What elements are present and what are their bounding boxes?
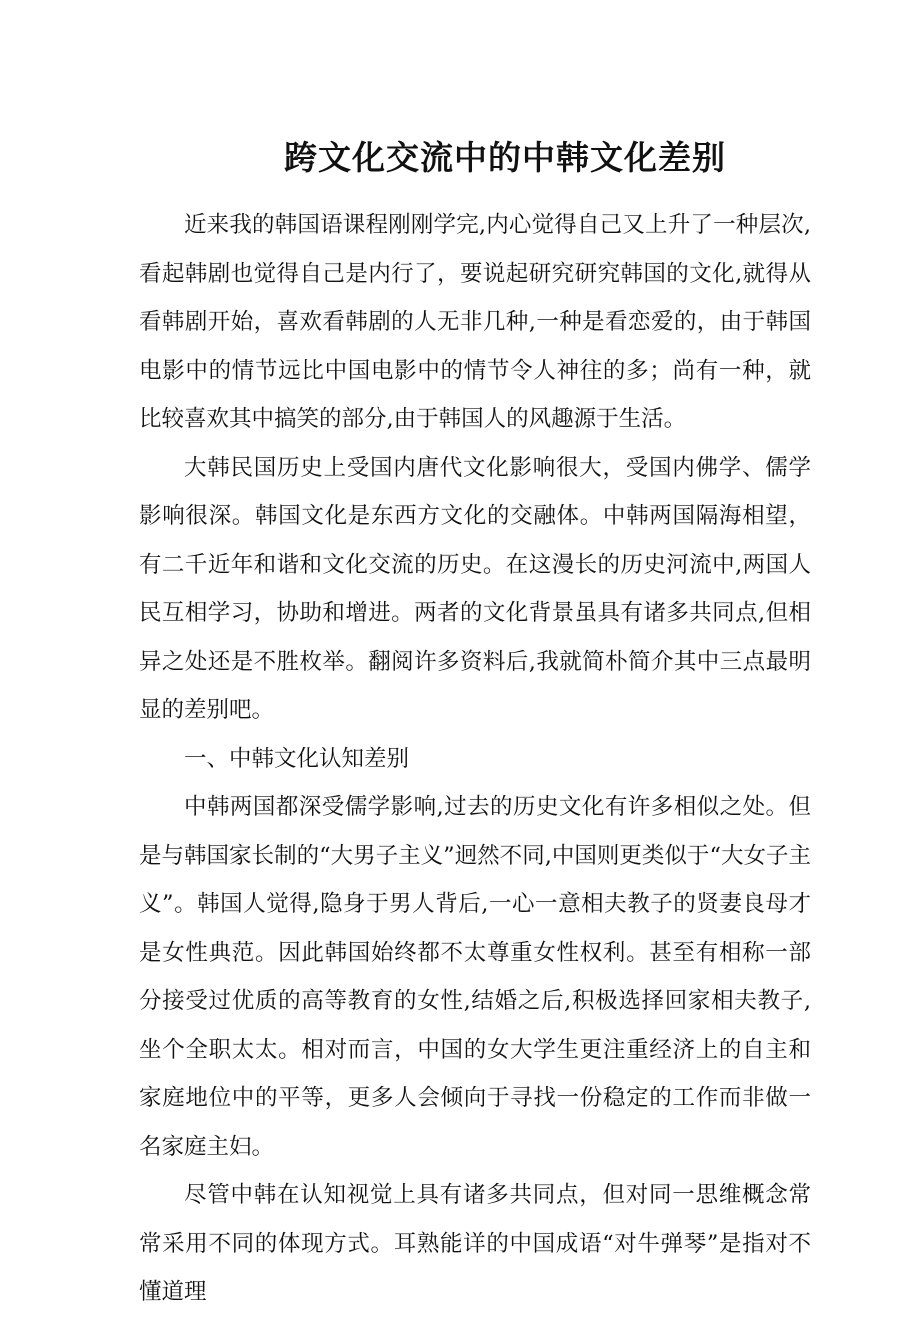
document-body bbox=[139, 201, 811, 1317]
section-heading: 一、中韩文化认知差别 bbox=[184, 745, 410, 772]
document-title: 跨文化交流中的中韩文化差别 bbox=[284, 138, 726, 177]
paragraph-expression: 尽管中韩在认知视觉上具有诸多共同点，但对同一思维概念常常采用不同的体现方式。耳熟能详的中国成语“对牛弹琴”是指对不懂道理 bbox=[139, 1182, 811, 1305]
paragraph-gender-roles: 中韩两国都深受儒学影响,过去的历史文化有许多相似之处。但是与韩国家长制的“大男子主义”迥然不同,中国则更类似于“大女子主义”。韩国人觉得,隐身于男人背后,一心一意相夫教子的贤妻良母才是女性典范。因此韩国始终都不太尊重女性权利。甚至有相称一部分接受过优质的高等教育的女性,结婚之后,积极选择回家相夫教子,坐个全职太太。相对而言，中国的女大学生更注重经济上的自主和家庭地位中的平等，更多人会倾向于寻找一份稳定的工作而非做一名家庭主妇。 bbox=[139, 794, 811, 1160]
paragraph-intro: 近来我的韩国语课程刚刚学完,内心觉得自己又上升了一种层次,看起韩剧也觉得自己是内行了，要说起研究研究韩国的文化,就得从看韩剧开始，喜欢看韩剧的人无非几种,一种是看恋爱的，由于韩国电影中的情节远比中国电影中的情节令人神往的多；尚有一种，就比较喜欢其中搞笑的部分,由于韩国人的风趣源于生活。 bbox=[139, 212, 811, 432]
paragraph-history: 大韩民国历史上受国内唐代文化影响很大，受国内佛学、儒学影响很深。韩国文化是东西方文化的交融体。中韩两国隔海相望，有二千近年和谐和文化交流的历史。在这漫长的历史河流中,两国人民互相学习，协助和增进。两者的文化背景虽具有诸多共同点,但相异之处还是不胜枚举。翻阅许多资料后,我就简朴简介其中三点最明显的差别吧。 bbox=[139, 454, 811, 723]
